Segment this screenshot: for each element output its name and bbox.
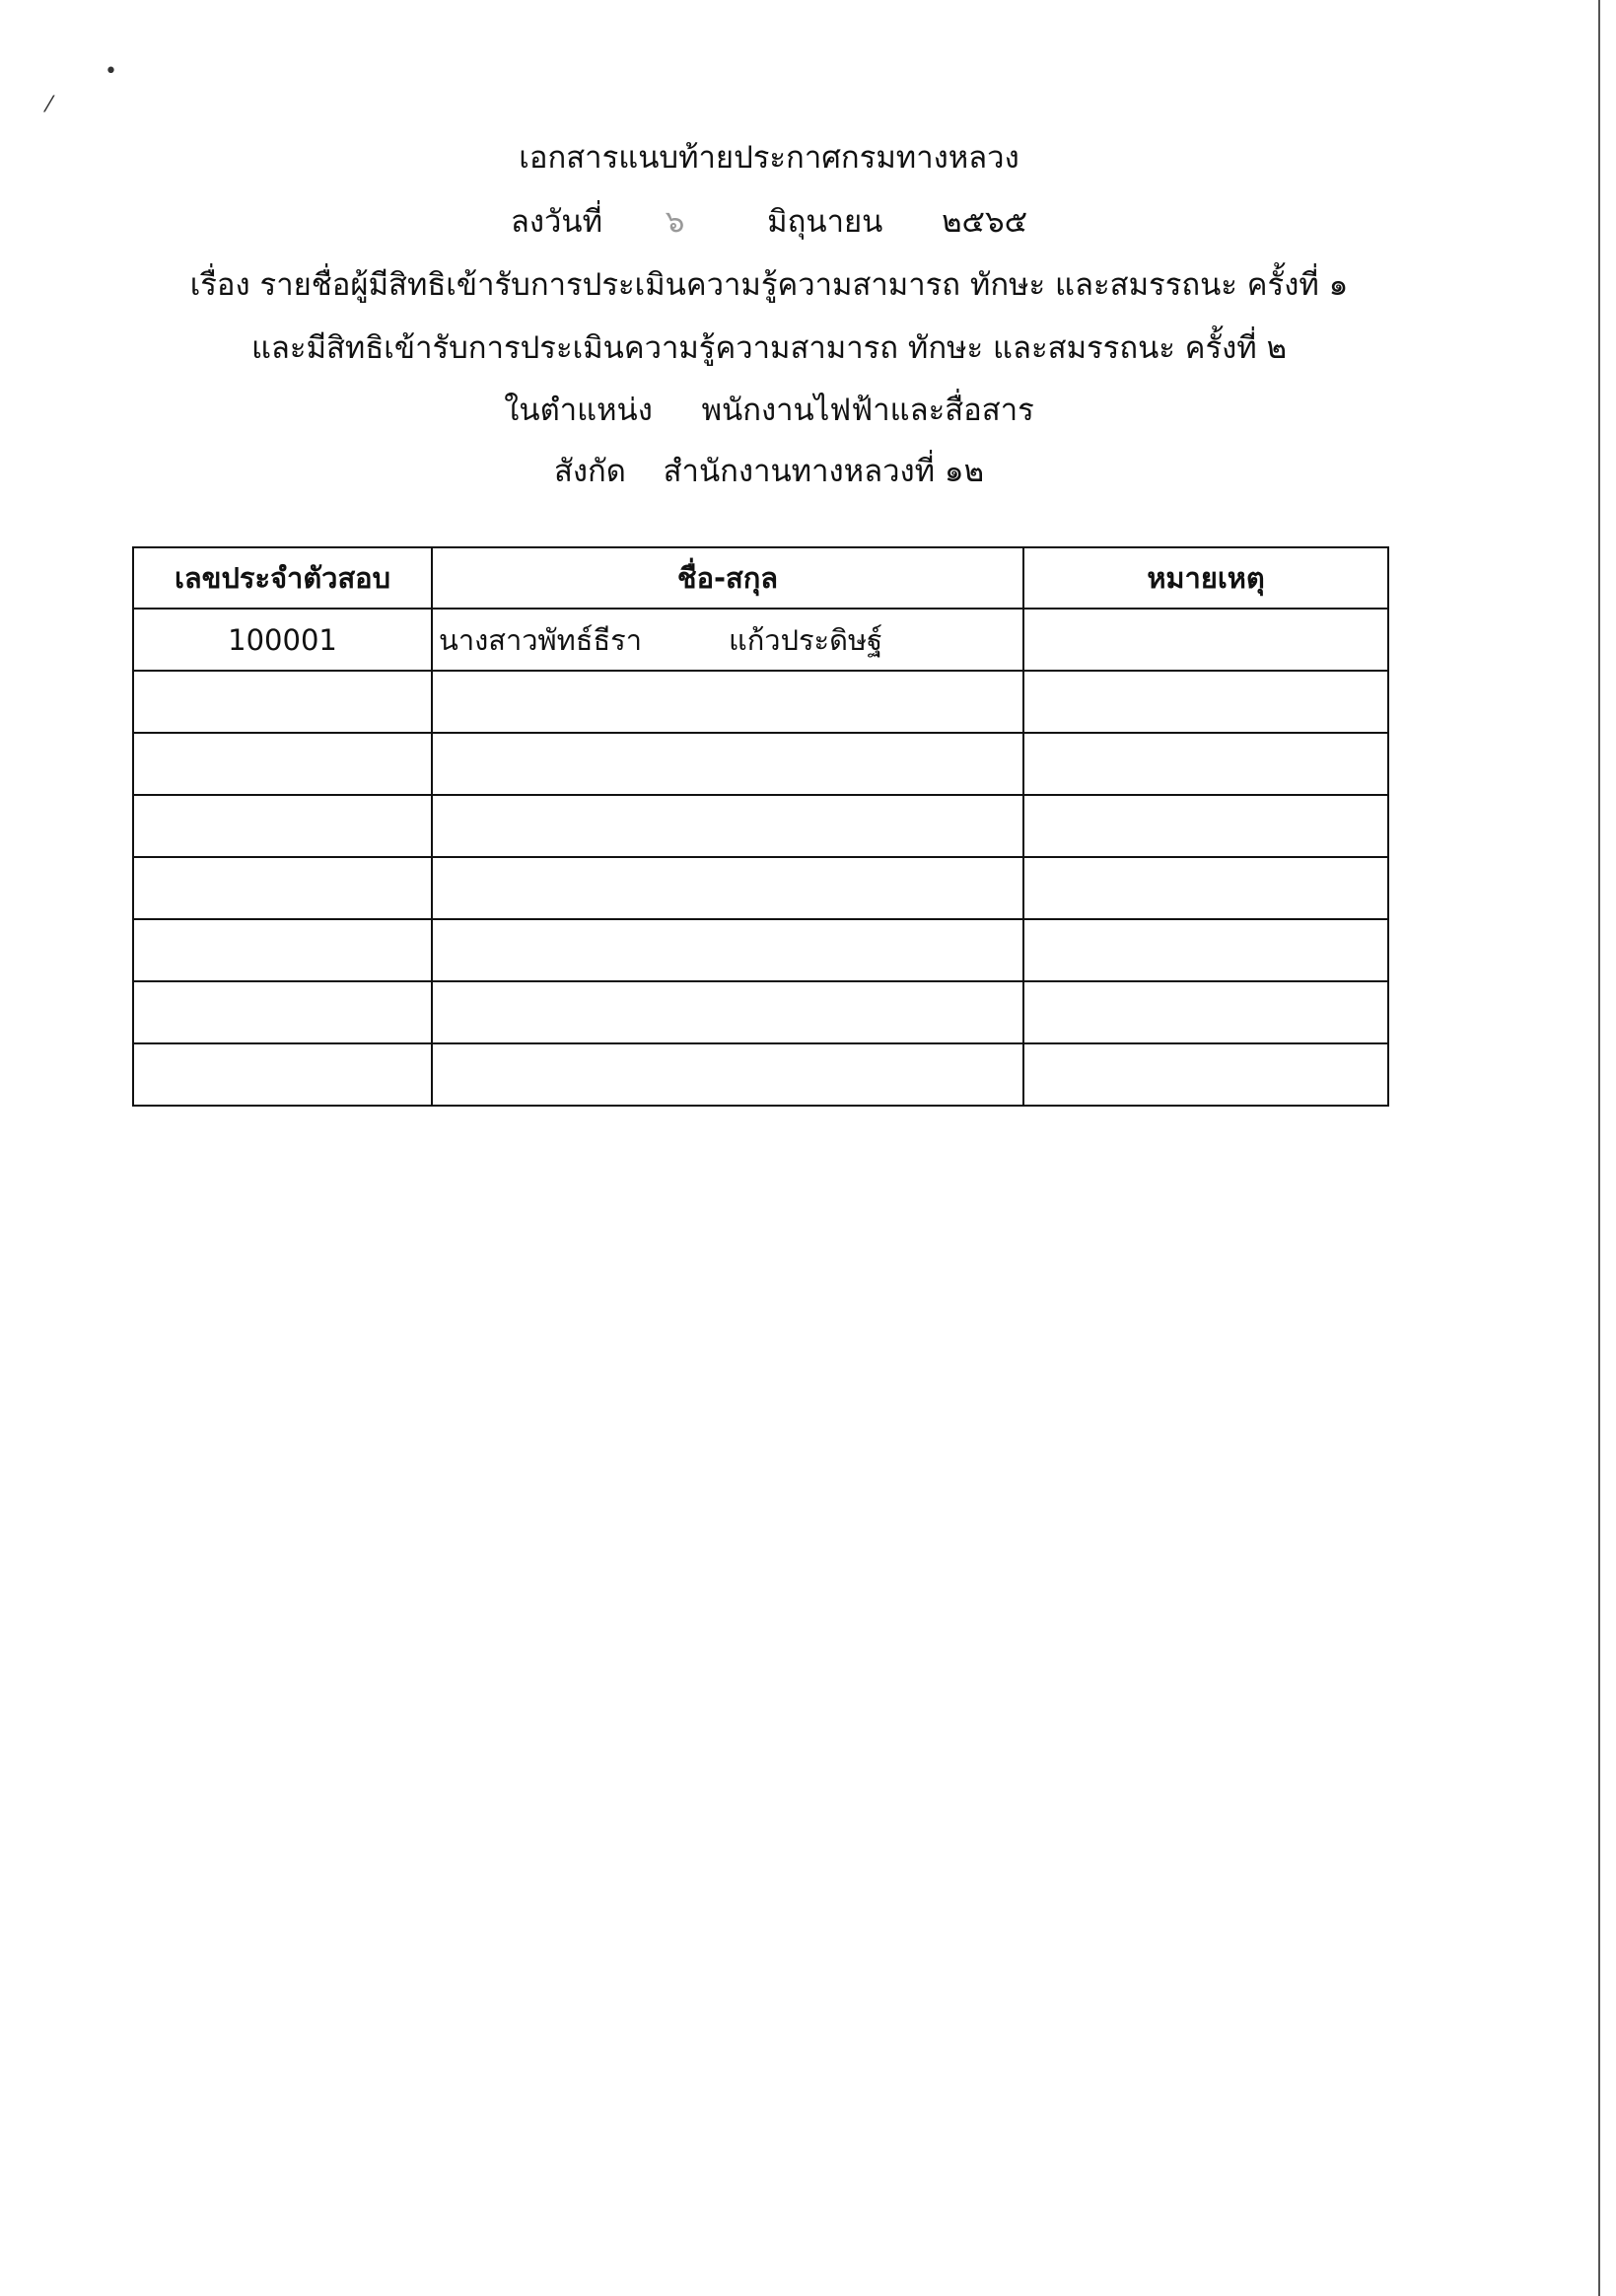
name-cell: [432, 671, 1023, 733]
column-header-exam-id: เลขประจำตัวสอบ: [133, 547, 432, 609]
name-cell: [432, 609, 1023, 671]
document-title: เอกสารแนบท้ายประกาศกรมทางหลวง: [519, 140, 1019, 176]
affiliation-label: สังกัด: [553, 454, 626, 489]
document-date: [0, 204, 1538, 241]
exam-id-cell: [133, 919, 432, 981]
column-header-note: หมายเหตุ: [1023, 547, 1388, 609]
position-line: [0, 393, 1538, 429]
name-cell: [432, 733, 1023, 795]
exam-id-cell: [133, 733, 432, 795]
exam-id-cell: [133, 981, 432, 1043]
column-header-name: ชื่อ-สกุล: [432, 547, 1023, 609]
name-cell: [432, 795, 1023, 857]
subject-line-2: และมีสิทธิเข้ารับการประเมินความรู้ความสามารถ ทักษะ และสมรรถนะ ครั้งที่ ๒: [250, 330, 1288, 366]
date-year: ๒๕๖๕: [942, 204, 1028, 240]
candidate-table: [132, 546, 1389, 1107]
note-cell: [1023, 1043, 1388, 1106]
note-cell: [1023, 919, 1388, 981]
table-row: [133, 1043, 1388, 1106]
note-cell: [1023, 981, 1388, 1043]
date-day: ๖: [665, 204, 685, 240]
affiliation-line: [0, 454, 1538, 490]
table-row: [133, 919, 1388, 981]
note-cell: [1023, 733, 1388, 795]
exam-id-cell: 100001: [133, 609, 432, 671]
table-row: [133, 671, 1388, 733]
table-row: [133, 733, 1388, 795]
table-row: [133, 609, 1388, 671]
table-row: [133, 857, 1388, 919]
table-row: [133, 981, 1388, 1043]
name-cell: [432, 857, 1023, 919]
name-cell: [432, 981, 1023, 1043]
exam-id-cell: [133, 795, 432, 857]
pen-mark: ⁄: [47, 93, 51, 117]
position-label: ในตำแหน่ง: [504, 393, 653, 428]
note-cell: [1023, 857, 1388, 919]
exam-id-cell: [133, 671, 432, 733]
table-row: [133, 795, 1388, 857]
note-cell: [1023, 609, 1388, 671]
scan-speck: •: [105, 59, 117, 84]
note-cell: [1023, 795, 1388, 857]
exam-id-cell: [133, 1043, 432, 1106]
table-header-row: [133, 547, 1388, 609]
name-cell: [432, 1043, 1023, 1106]
last-name: แก้วประดิษฐ์: [729, 622, 883, 657]
first-name: นางสาวพัทธ์ธีรา: [439, 622, 643, 657]
exam-id-cell: [133, 857, 432, 919]
date-label: ลงวันที่: [510, 204, 603, 240]
date-month: มิถุนายน: [767, 204, 883, 240]
name-cell: [432, 919, 1023, 981]
affiliation-value: สำนักงานทางหลวงที่ ๑๒: [663, 454, 985, 489]
note-cell: [1023, 671, 1388, 733]
position-value: พนักงานไฟฟ้าและสื่อสาร: [701, 393, 1034, 428]
subject-line-1: เรื่อง รายชื่อผู้มีสิทธิเข้ารับการประเมินความรู้ความสามารถ ทักษะ และสมรรถนะ ครั้งที่ ๑: [189, 267, 1349, 303]
page-edge-line: [1598, 0, 1600, 2296]
